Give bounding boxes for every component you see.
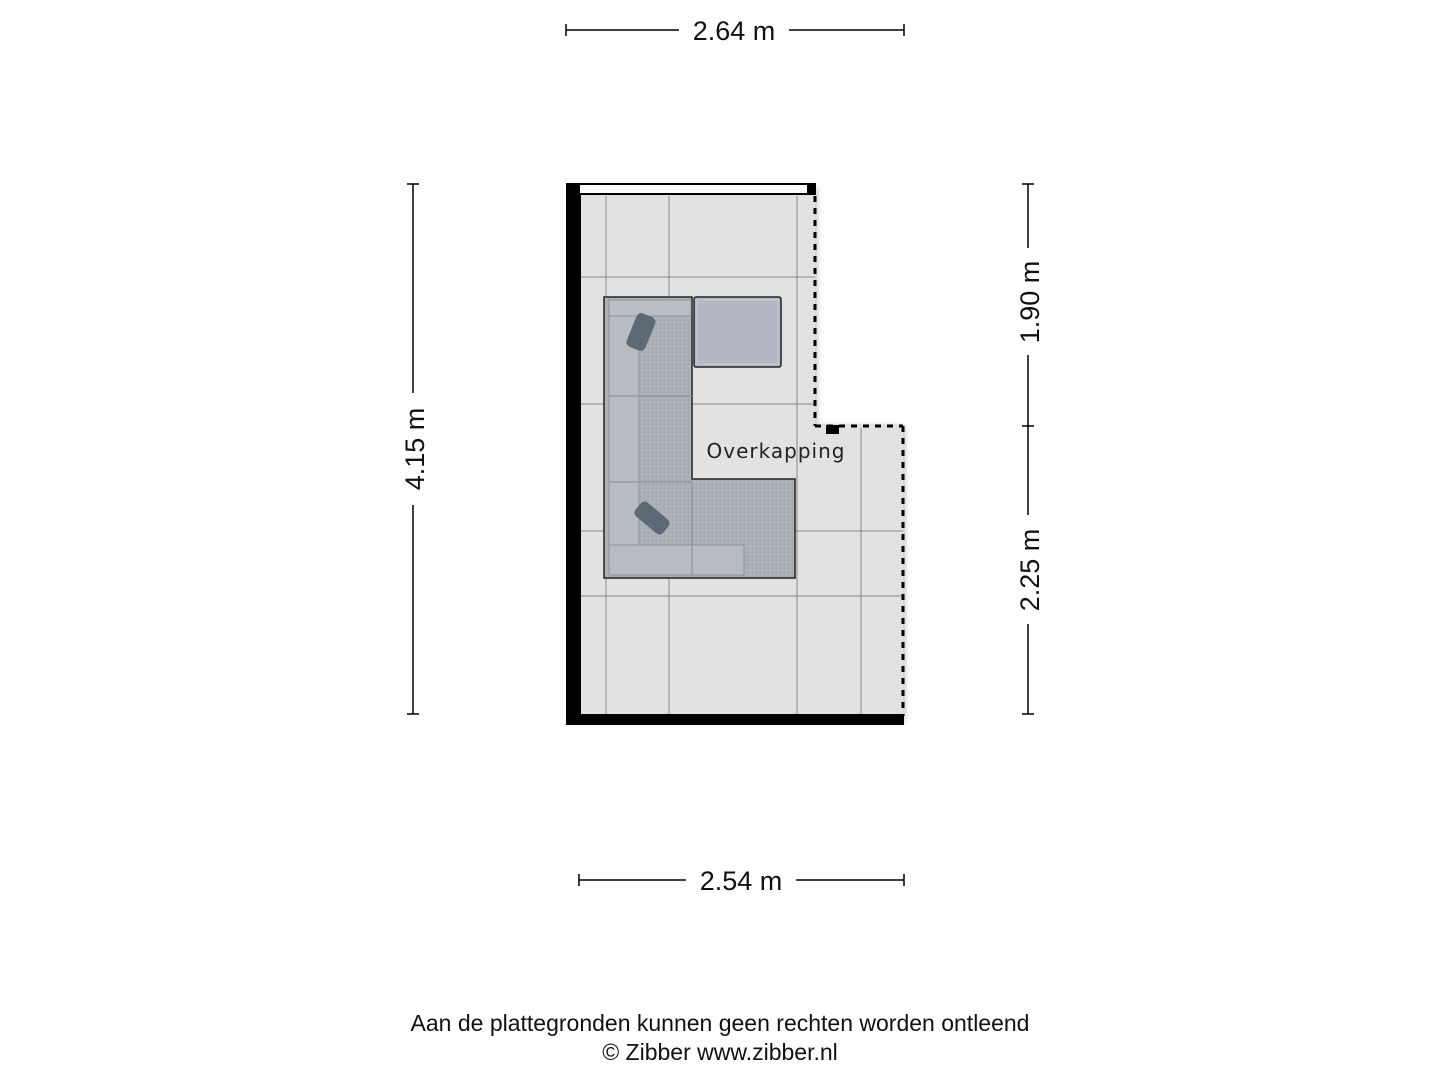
disclaimer-text: Aan de plattegronden kunnen geen rechten worden ontleend <box>410 1010 1030 1036</box>
dimension-right-upper-label: 1.90 m <box>1015 260 1045 344</box>
window <box>579 184 809 194</box>
coffee-table <box>694 297 781 367</box>
room-label: Overkapping <box>706 439 846 463</box>
dimension-top-label: 2.64 m <box>692 16 776 46</box>
corner-post <box>807 183 816 195</box>
copyright-text: © Zibber www.zibber.nl <box>602 1039 838 1065</box>
dimension-left-label: 4.15 m <box>400 407 430 491</box>
dimension-right-lower-label: 2.25 m <box>1015 528 1045 612</box>
dimension-bottom-label: 2.54 m <box>699 866 783 896</box>
